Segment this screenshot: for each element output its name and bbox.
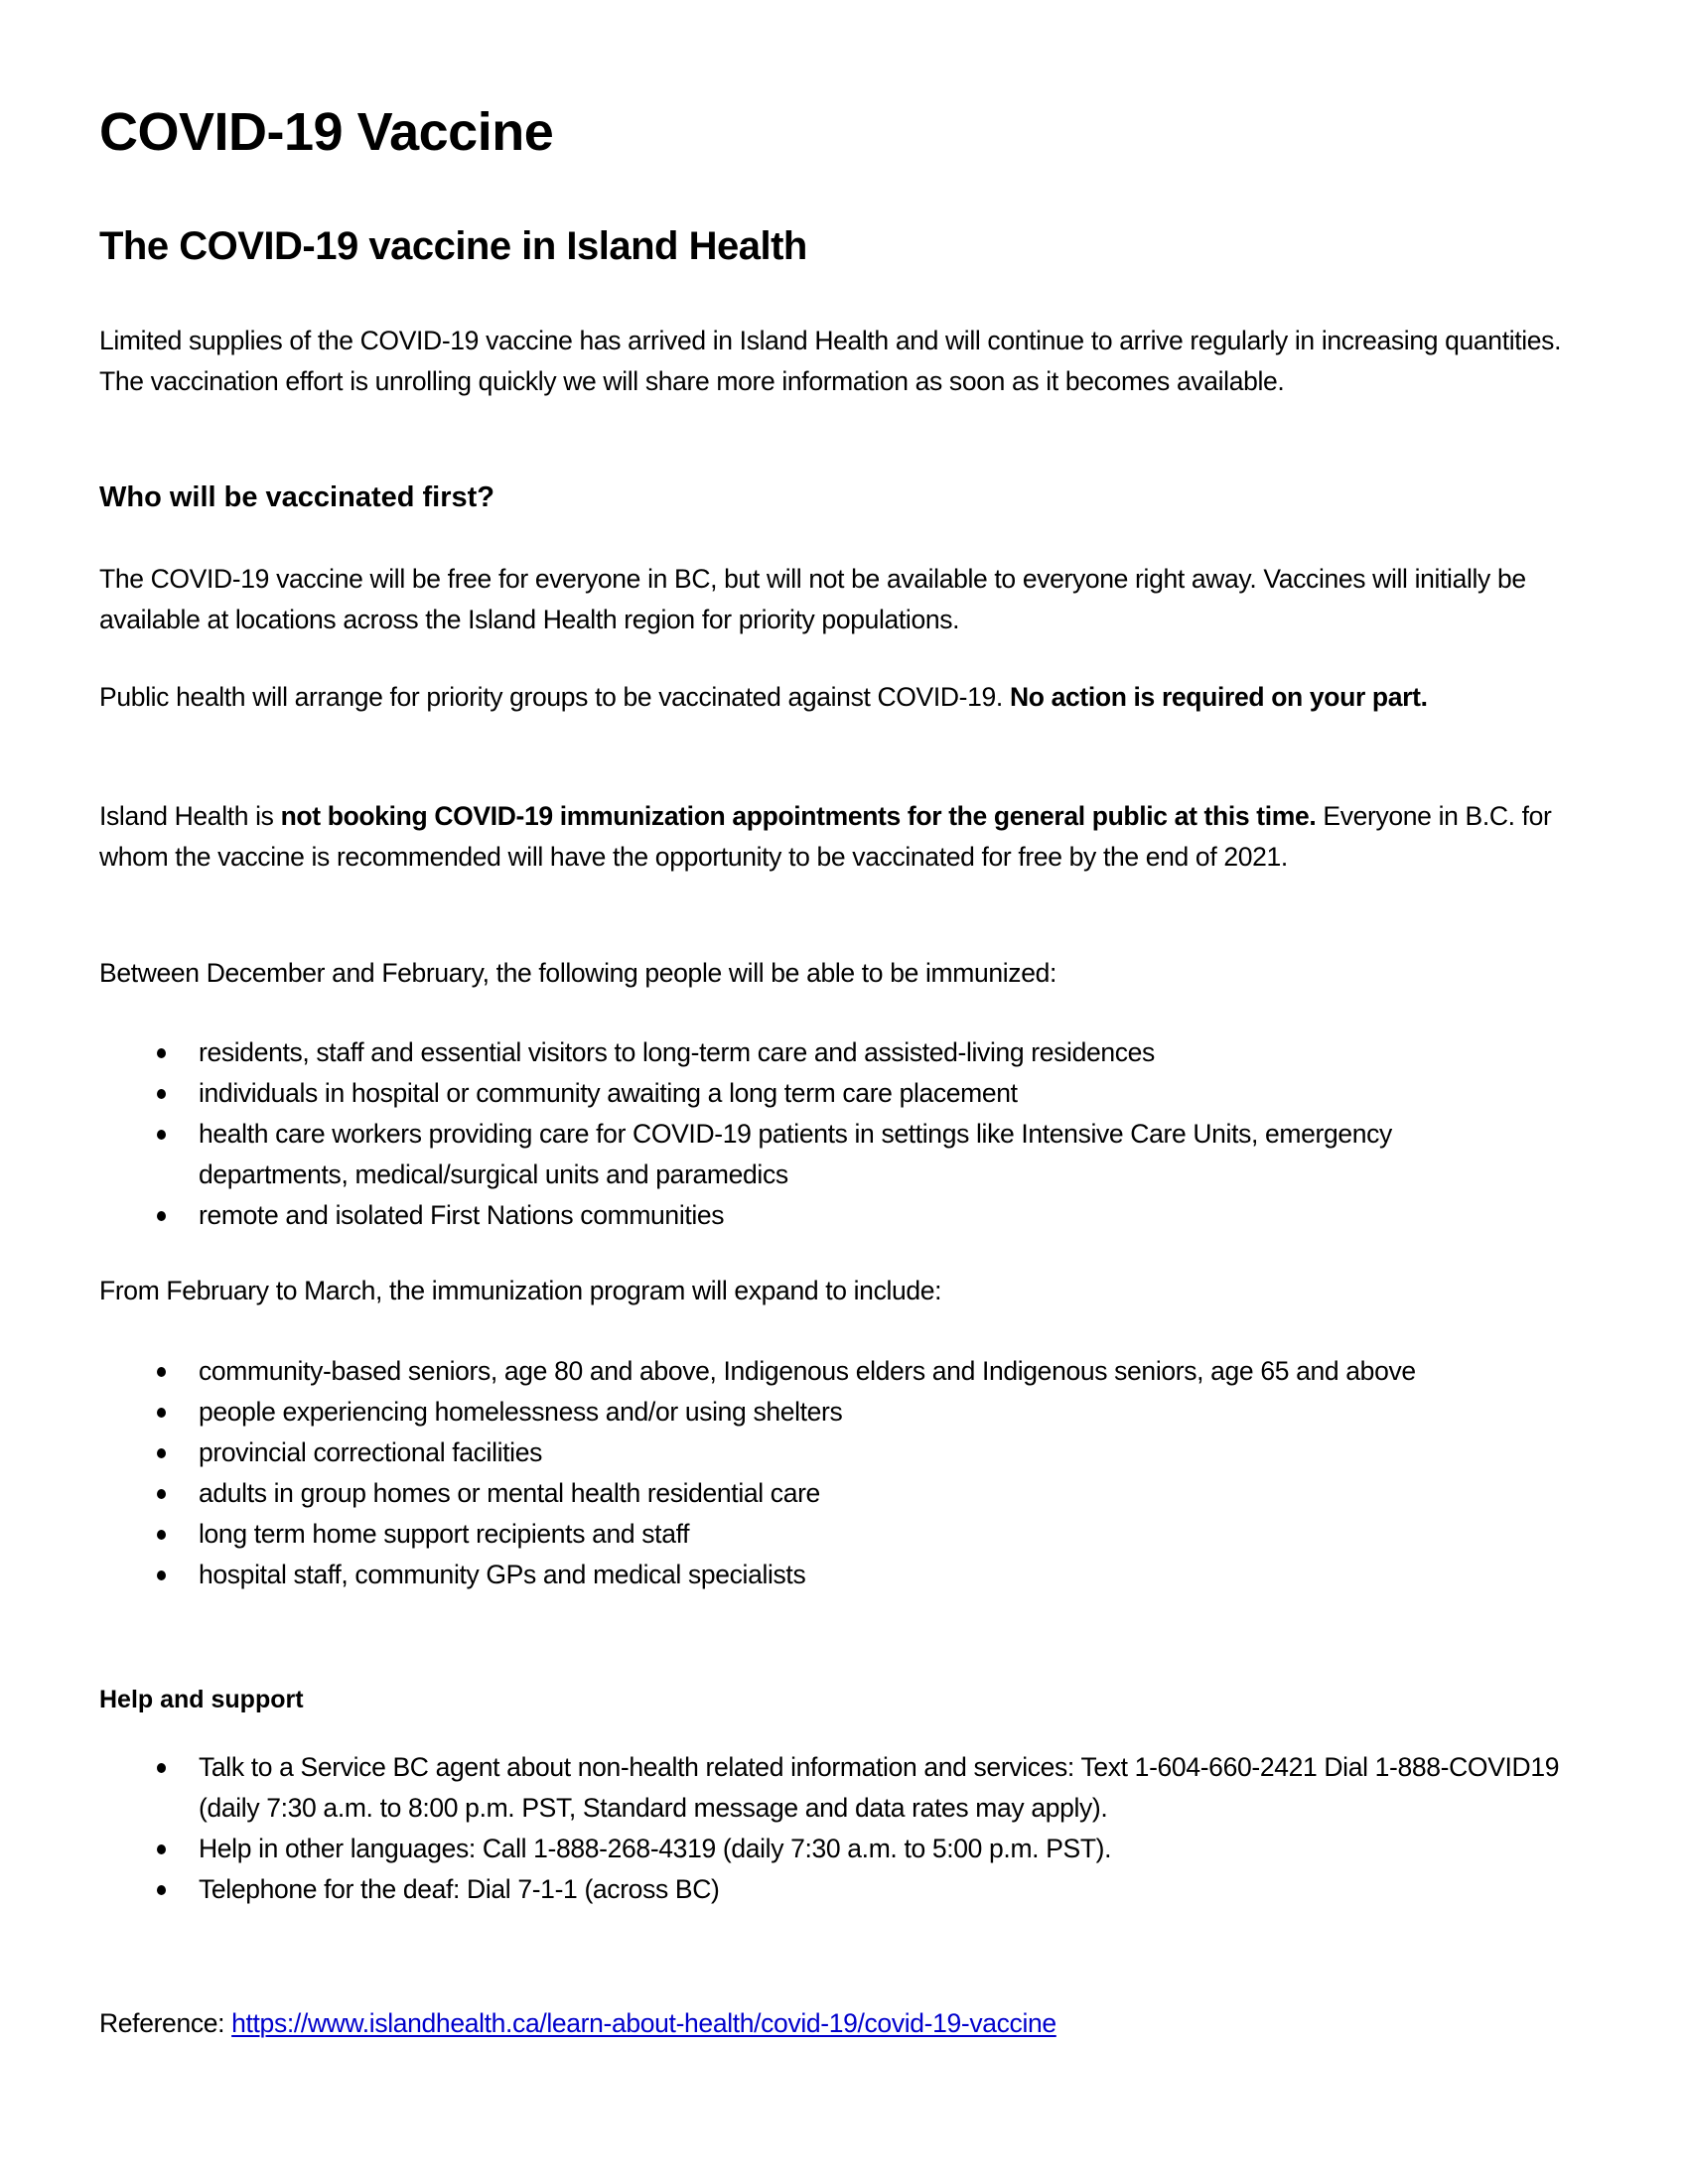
bullet-icon [157, 1408, 166, 1418]
bullet-icon [157, 1448, 166, 1458]
bullet-icon [157, 1089, 166, 1099]
list-item: health care workers providing care for COVID-19 patients in settings like Intensive Care Units, emergency departments, medical/surgical units and paramedics [99, 1114, 1599, 1195]
not-booking-text: not booking COVID-19 immunization appointments for the general public at this time. [280, 801, 1317, 831]
list-item: Help in other languages: Call 1-888-268-4319 (daily 7:30 a.m. to 5:00 p.m. PST). [99, 1829, 1599, 1869]
bullet-icon [157, 1130, 166, 1140]
bullet-icon [157, 1844, 166, 1854]
booking-text-start: Island Health is [99, 801, 281, 831]
bullet-icon [157, 1570, 166, 1580]
who-first-heading: Who will be vaccinated first? [99, 481, 495, 513]
booking-paragraph [99, 796, 1599, 878]
intro-paragraph: Limited supplies of the COVID-19 vaccine has arrived in Island Health and will continue to arrive regularly in increasing quantities. The vaccination effort is unrolling quickly we will share more information as soon as it becomes available. [99, 326, 1562, 396]
bullet-icon [157, 1885, 166, 1895]
help-support-heading: Help and support [99, 1686, 304, 1713]
priority-groups-paragraph [99, 677, 1599, 718]
list-item: individuals in hospital or community awaiting a long term care placement [99, 1073, 1599, 1114]
help-support-list [99, 1747, 1599, 1910]
list-item: remote and isolated First Nations communities [99, 1195, 1599, 1236]
bullet-icon [157, 1048, 166, 1058]
list-item: hospital staff, community GPs and medical specialists [99, 1555, 1599, 1595]
list-item: residents, staff and essential visitors to long-term care and assisted-living residences [99, 1032, 1599, 1073]
bullet-icon [157, 1763, 166, 1773]
priority-groups-text: Public health will arrange for priority groups to be vaccinated against COVID-19. [99, 682, 1010, 712]
list-item: long term home support recipients and staff [99, 1514, 1599, 1555]
reference-line [99, 2007, 1056, 2039]
reference-link[interactable]: https://www.islandhealth.ca/learn-about-health/covid-19/covid-19-vaccine [231, 2008, 1056, 2038]
booking-text-end: Everyone in B.C. for whom the vaccine is recommended will have the opportunity to be vaccinated for free by the end of 2021. [99, 801, 1552, 872]
bullet-icon [157, 1211, 166, 1221]
feb-mar-intro: From February to March, the immunization program will expand to include: [99, 1276, 942, 1305]
free-vaccine-paragraph: The COVID-19 vaccine will be free for everyone in BC, but will not be available to everyone right away. Vaccines will initially be available at locations across the Island Health region for priority populations. [99, 564, 1526, 634]
list-item: Telephone for the deaf: Dial 7-1-1 (across BC) [99, 1869, 1599, 1910]
reference-label: Reference: [99, 2008, 232, 2038]
list-item: people experiencing homelessness and/or using shelters [99, 1392, 1599, 1433]
dec-feb-intro: Between December and February, the following people will be able to be immunized: [99, 958, 1056, 988]
list-item: Talk to a Service BC agent about non-health related information and services: Text 1-604-660-2421 Dial 1-888-COVID19 (daily 7:30 a.m. to 8:00 p.m. PST, Standard message and data rates may apply). [99, 1747, 1599, 1829]
no-action-required-text: No action is required on your part. [1009, 682, 1428, 712]
bullet-icon [157, 1530, 166, 1540]
feb-mar-list [99, 1351, 1599, 1595]
document-subtitle: The COVID-19 vaccine in Island Health [99, 224, 807, 268]
bullet-icon [157, 1489, 166, 1499]
document-title: COVID-19 Vaccine [99, 102, 554, 162]
dec-feb-list [99, 1032, 1599, 1236]
list-item: provincial correctional facilities [99, 1433, 1599, 1473]
list-item: community-based seniors, age 80 and above, Indigenous elders and Indigenous seniors, age 65 and above [99, 1351, 1599, 1392]
bullet-icon [157, 1367, 166, 1377]
list-item: adults in group homes or mental health residential care [99, 1473, 1599, 1514]
